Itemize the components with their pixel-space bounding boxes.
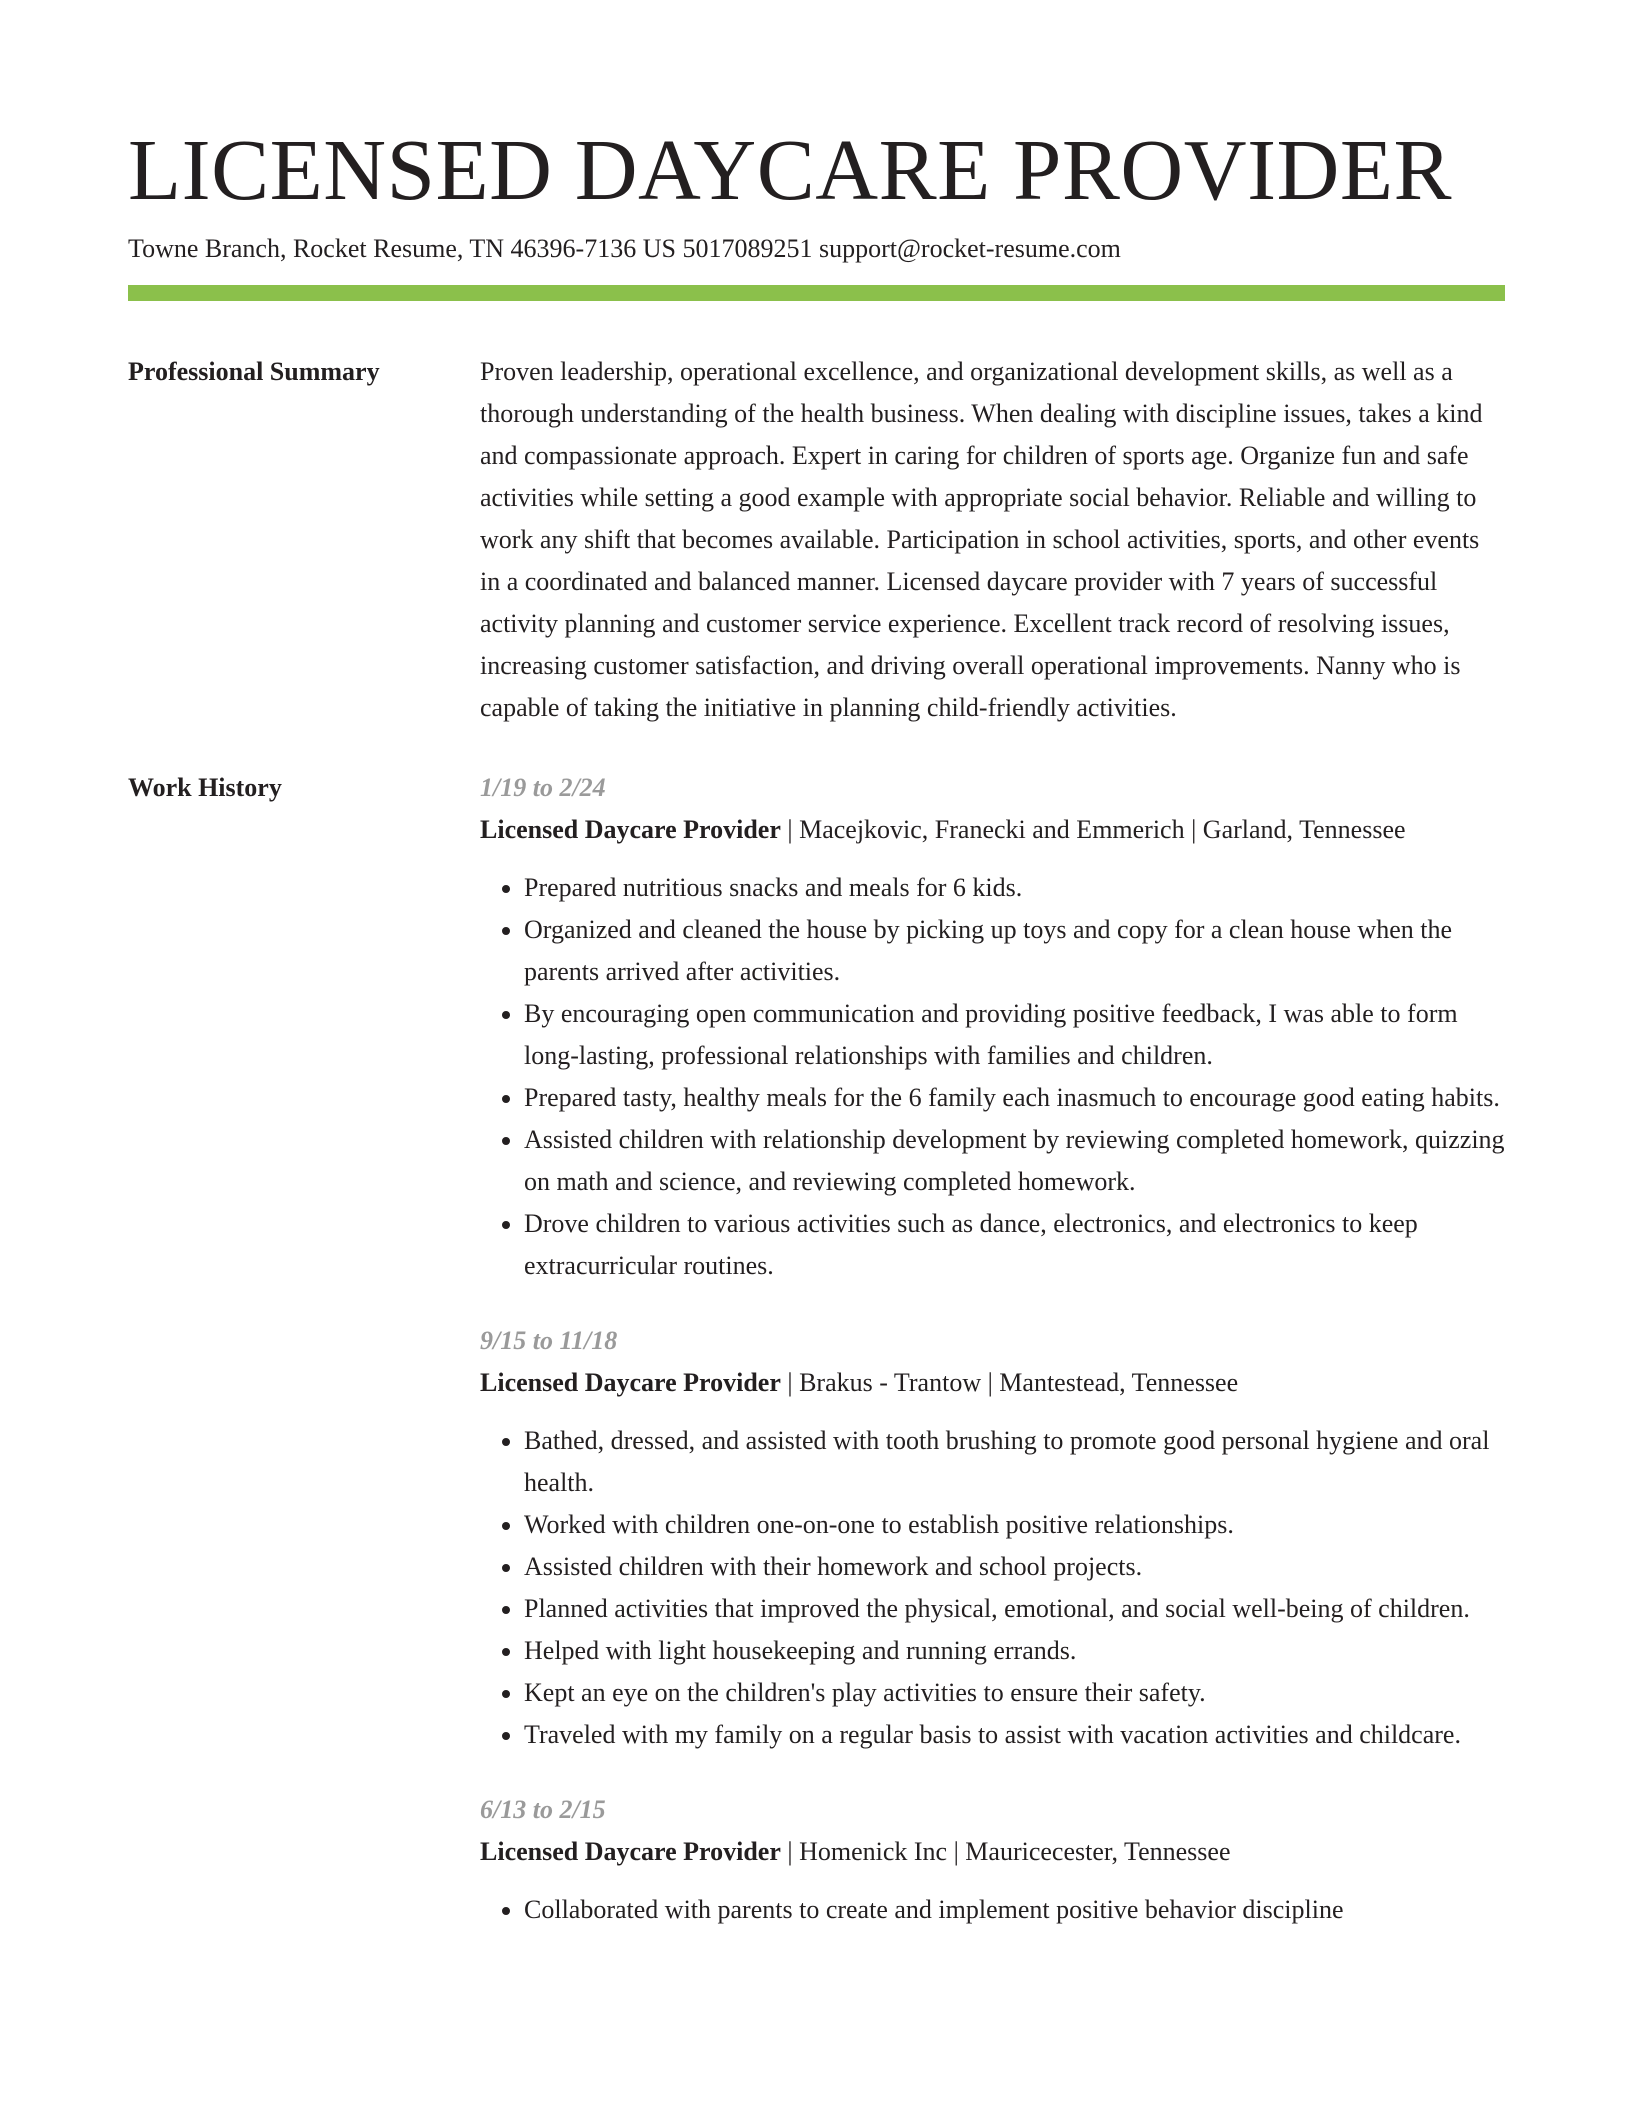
header-divider [128, 285, 1505, 301]
job-duty-item: • Collaborated with parents to create and implement positive behavior discipline [524, 1889, 1505, 1931]
job-entry [480, 767, 1505, 1287]
job-duty-item: • Bathed, dressed, and assisted with tooth brushing to promote good personal hygiene and oral health. [524, 1420, 1505, 1504]
job-dates: 9/15 to 11/18 [480, 1326, 618, 1355]
job-dates: 6/13 to 2/15 [480, 1795, 606, 1824]
job-duty-item: • Assisted children with relationship development by reviewing completed homework, quizzing on math and science, and reviewing completed homework. [524, 1119, 1505, 1203]
job-title: Licensed Daycare Provider [480, 1368, 781, 1397]
job-duties-list [480, 1889, 1505, 1931]
contact-email: support@rocket-resume.com [818, 234, 1121, 263]
job-duty-item: • Drove children to various activities such as dance, electronics, and electronics to keep extracurricular routines. [524, 1203, 1505, 1287]
job-duty-item: • By encouraging open communication and providing positive feedback, I was able to form long-lasting, professional relationships with families and children. [524, 993, 1505, 1077]
job-duties-list [480, 1420, 1505, 1756]
job-duty-item: • Planned activities that improved the physical, emotional, and social well-being of children. [524, 1588, 1505, 1630]
job-entry [480, 1320, 1505, 1756]
job-duty-item: • Organized and cleaned the house by picking up toys and copy for a clean house when the parents arrived after activities. [524, 909, 1505, 993]
resume-name: LICENSED DAYCARE PROVIDER [128, 121, 1453, 218]
job-heading [480, 1831, 1505, 1873]
job-duty-item: • Worked with children one-on-one to establish positive relationships. [524, 1504, 1505, 1546]
job-heading [480, 1362, 1505, 1404]
job-title: Licensed Daycare Provider [480, 815, 781, 844]
job-duty-item: • Helped with light housekeeping and running errands. [524, 1630, 1505, 1672]
job-list [480, 767, 1505, 1931]
work-history-section [128, 767, 1505, 1931]
job-heading [480, 809, 1505, 851]
job-employer-location: | Homenick Inc | Mauricecester, Tennessee [780, 1837, 1231, 1866]
job-duty-item: • Kept an eye on the children's play activities to ensure their safety. [524, 1672, 1505, 1714]
contact-line [128, 232, 1505, 266]
job-employer-location: | Brakus - Trantow | Mantestead, Tennessee [780, 1368, 1239, 1397]
summary-text: Proven leadership, operational excellence, and organizational development skills, as well as a thorough understanding of the health business. When dealing with discipline issues, takes a kind and compassionate approach. Expert in caring for children of sports age. Organize fun and safe activities while setting a good example with appropriate social behavior. Reliable and willing to work any shift that becomes available. Participation in school activities, sports, and other events in a coordinated and balanced manner. Licensed daycare provider with 7 years of successful activity planning and customer service experience. Excellent track record of resolving issues, increasing customer satisfaction, and driving overall operational improvements. Nanny who is capable of taking the initiative in planning child-friendly activities. [480, 357, 1483, 722]
resume-page [128, 120, 1505, 1931]
job-duty-item: • Traveled with my family on a regular basis to assist with vacation activities and childcare. [524, 1714, 1505, 1756]
contact-phone: 5017089251 [682, 234, 813, 263]
summary-section [128, 351, 1505, 729]
job-duties-list [480, 867, 1505, 1287]
contact-address: Towne Branch, Rocket Resume, TN 46396-7136 US [128, 234, 676, 263]
job-duty-item: • Prepared tasty, healthy meals for the 6 family each inasmuch to encourage good eating habits. [524, 1077, 1505, 1119]
job-duty-item: • Prepared nutritious snacks and meals for 6 kids. [524, 867, 1505, 909]
job-entry [480, 1789, 1505, 1931]
job-dates: 1/19 to 2/24 [480, 773, 606, 802]
job-title: Licensed Daycare Provider [480, 1837, 781, 1866]
work-history-heading: Work History [128, 773, 282, 802]
job-employer-location: | Macejkovic, Franecki and Emmerich | Garland, Tennessee [780, 815, 1406, 844]
job-duty-item: • Assisted children with their homework and school projects. [524, 1546, 1505, 1588]
summary-heading: Professional Summary [128, 357, 380, 386]
